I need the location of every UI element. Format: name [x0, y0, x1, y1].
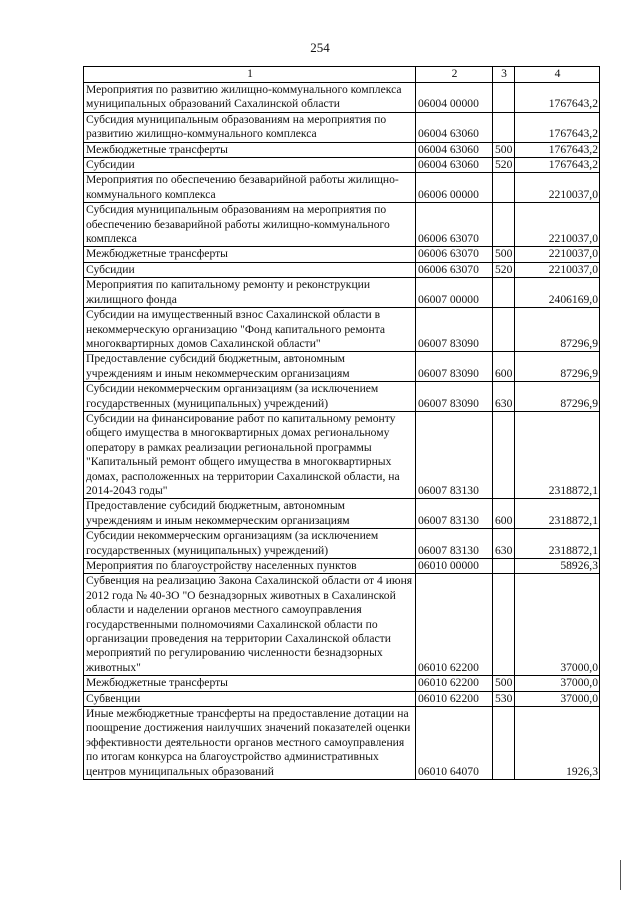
row-target-code: 06007 00000	[416, 278, 493, 308]
row-expense-type	[493, 278, 515, 308]
table-row	[84, 559, 600, 574]
row-description: Субвенции	[84, 691, 416, 706]
scan-artifact-mark	[620, 860, 621, 890]
table-row	[84, 262, 600, 277]
header-row	[84, 67, 600, 83]
row-description: Субвенция на реализацию Закона Сахалинской области от 4 июня 2012 года № 40-ЗО "О безнадзорных животных в Сахалинской области и наделении органов местного самоуправления государственными полномочиями Сахалинской области по организации проведения на территории Сахалинской области мероприятий по регулированию численности безнадзорных животных"	[84, 574, 416, 676]
row-amount: 2406169,0	[515, 278, 600, 308]
row-target-code: 06006 63070	[416, 247, 493, 262]
table-row	[84, 691, 600, 706]
table-row	[84, 676, 600, 691]
row-expense-type: 630	[493, 529, 515, 559]
row-amount: 2210037,0	[515, 262, 600, 277]
row-amount: 1926,3	[515, 707, 600, 780]
row-amount: 87296,9	[515, 382, 600, 412]
header-col-3: 3	[493, 67, 515, 83]
row-target-code: 06010 62200	[416, 691, 493, 706]
row-description: Межбюджетные трансферты	[84, 142, 416, 157]
row-amount: 37000,0	[515, 691, 600, 706]
row-description: Мероприятия по благоустройству населенных пунктов	[84, 559, 416, 574]
table-row	[84, 382, 600, 412]
row-description: Субсидии некоммерческим организациям (за исключением государственных (муниципальных) учреждений)	[84, 382, 416, 412]
row-target-code: 06006 00000	[416, 173, 493, 203]
row-description: Субсидии на финансирование работ по капитальному ремонту общего имущества в многоквартирных домах региональному оператору в рамках реализации региональной программы "Капитальный ремонт общего имущества в многоквартирных домах, расположенных на территории Сахалинской области, на 2014-2043 годы"	[84, 411, 416, 498]
table-row	[84, 247, 600, 262]
row-expense-type	[493, 308, 515, 352]
table-row	[84, 203, 600, 247]
table-row	[84, 158, 600, 173]
row-target-code: 06004 63060	[416, 112, 493, 142]
table-row	[84, 529, 600, 559]
table-row	[84, 173, 600, 203]
row-amount: 87296,9	[515, 308, 600, 352]
table-row	[84, 278, 600, 308]
row-target-code: 06007 83090	[416, 382, 493, 412]
row-amount: 1767643,2	[515, 158, 600, 173]
row-amount: 2318872,1	[515, 499, 600, 529]
table-row	[84, 83, 600, 113]
row-target-code: 06007 83090	[416, 352, 493, 382]
row-amount: 2318872,1	[515, 411, 600, 498]
row-description: Иные межбюджетные трансферты на предоставление дотации на поощрение достижения наилучших значений показателей оценки эффективности деятельности органов местного самоуправления по итогам конкурса на благоустройство административных центров муниципальных образований	[84, 707, 416, 780]
row-target-code: 06007 83130	[416, 499, 493, 529]
row-expense-type	[493, 559, 515, 574]
row-description: Субсидия муниципальным образованиям на мероприятия по развитию жилищно-коммунального комплекса	[84, 112, 416, 142]
budget-table	[83, 66, 600, 780]
row-description: Предоставление субсидий бюджетным, автономным учреждениям и иным некоммерческим организациям	[84, 352, 416, 382]
row-target-code: 06010 62200	[416, 676, 493, 691]
row-expense-type	[493, 203, 515, 247]
row-expense-type	[493, 574, 515, 676]
row-expense-type	[493, 112, 515, 142]
row-target-code: 06006 63070	[416, 203, 493, 247]
row-description: Предоставление субсидий бюджетным, автономным учреждениям и иным некоммерческим организациям	[84, 499, 416, 529]
table-body	[84, 83, 600, 780]
row-target-code: 06010 00000	[416, 559, 493, 574]
row-expense-type: 600	[493, 499, 515, 529]
row-description: Мероприятия по развитию жилищно-коммунального комплекса муниципальных образований Сахалинской области	[84, 83, 416, 113]
row-amount: 2210037,0	[515, 247, 600, 262]
row-description: Субсидии	[84, 262, 416, 277]
row-amount: 1767643,2	[515, 112, 600, 142]
row-expense-type	[493, 707, 515, 780]
row-target-code: 06010 62200	[416, 574, 493, 676]
row-description: Субсидии	[84, 158, 416, 173]
row-description: Межбюджетные трансферты	[84, 676, 416, 691]
row-expense-type: 500	[493, 142, 515, 157]
row-target-code: 06004 63060	[416, 158, 493, 173]
header-col-4: 4	[515, 67, 600, 83]
row-amount: 1767643,2	[515, 142, 600, 157]
row-expense-type: 630	[493, 382, 515, 412]
row-expense-type	[493, 411, 515, 498]
table-row	[84, 574, 600, 676]
row-description: Субсидии некоммерческим организациям (за исключением государственных (муниципальных) учреждений)	[84, 529, 416, 559]
table-row	[84, 707, 600, 780]
header-col-1: 1	[84, 67, 416, 83]
row-amount: 58926,3	[515, 559, 600, 574]
row-target-code: 06004 00000	[416, 83, 493, 113]
page-number: 254	[310, 40, 330, 55]
row-amount: 2210037,0	[515, 173, 600, 203]
row-target-code: 06010 64070	[416, 707, 493, 780]
table-row	[84, 352, 600, 382]
row-amount: 37000,0	[515, 574, 600, 676]
row-expense-type: 520	[493, 158, 515, 173]
table-row	[84, 308, 600, 352]
table-row	[84, 142, 600, 157]
row-expense-type: 600	[493, 352, 515, 382]
row-expense-type: 500	[493, 676, 515, 691]
row-description: Межбюджетные трансферты	[84, 247, 416, 262]
row-description: Мероприятия по капитальному ремонту и реконструкции жилищного фонда	[84, 278, 416, 308]
row-amount: 37000,0	[515, 676, 600, 691]
row-description: Мероприятия по обеспечению безаварийной работы жилищно-коммунального комплекса	[84, 173, 416, 203]
row-expense-type	[493, 173, 515, 203]
table-row	[84, 411, 600, 498]
row-amount: 2210037,0	[515, 203, 600, 247]
row-amount: 2318872,1	[515, 529, 600, 559]
row-description: Субсидии на имущественный взнос Сахалинской области в некоммерческую организацию "Фонд капитального ремонта многоквартирных домов Сахалинской области"	[84, 308, 416, 352]
row-expense-type	[493, 83, 515, 113]
row-description: Субсидия муниципальным образованиям на мероприятия по обеспечению безаварийной работы жилищно-коммунального комплекса	[84, 203, 416, 247]
row-target-code: 06004 63060	[416, 142, 493, 157]
row-expense-type: 530	[493, 691, 515, 706]
row-target-code: 06007 83090	[416, 308, 493, 352]
row-expense-type: 500	[493, 247, 515, 262]
table-row	[84, 112, 600, 142]
row-amount: 1767643,2	[515, 83, 600, 113]
row-target-code: 06007 83130	[416, 529, 493, 559]
header-col-2: 2	[416, 67, 493, 83]
row-target-code: 06006 63070	[416, 262, 493, 277]
row-amount: 87296,9	[515, 352, 600, 382]
table-row	[84, 499, 600, 529]
row-expense-type: 520	[493, 262, 515, 277]
row-target-code: 06007 83130	[416, 411, 493, 498]
